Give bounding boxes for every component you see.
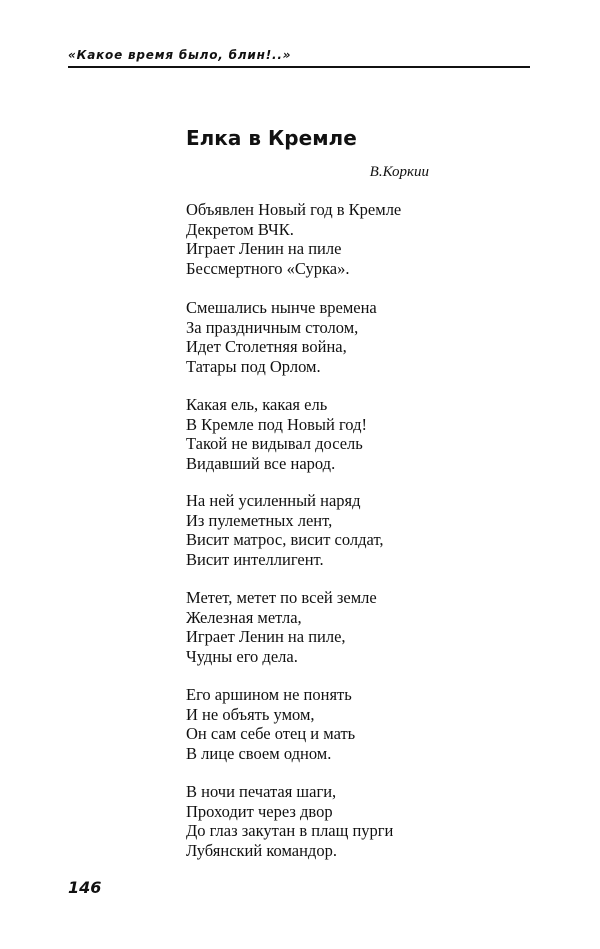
stanza-7 [186,782,393,861]
poem-line: Проходит через двор [186,801,333,821]
poem-line: Татары под Орлом. [186,357,321,377]
poem-line: Чудны его дела. [186,647,298,667]
poem-author: В.Коркии [369,164,429,180]
poem-line: Видавший все народ. [186,454,336,474]
poem-line: Метет, метет по всей земле [186,588,377,607]
poem-title: Елка в Кремле [186,126,357,150]
poem-line: Он сам себе отец и мать [186,724,356,744]
page-number: 146 [68,878,102,897]
poem-line: В Кремле под Новый год! [186,414,367,434]
stanza-2 [186,298,377,377]
poem-line: Лубянский командор. [186,841,337,861]
poem-line: Декретом ВЧК. [186,219,294,239]
poem-line: Играет Ленин на пиле, [186,627,346,647]
poem-line: До глаз закутан в плащ пурги [186,821,394,841]
poem-line: Играет Ленин на пиле [186,239,342,259]
poem-line: Его аршином не понять [186,685,352,704]
stanza-6 [186,685,355,764]
poem-line: Такой не видывал досель [186,434,363,454]
poem-line: Бессмертного «Сурка». [186,259,350,279]
poem-line: Из пулеметных лент, [186,510,333,530]
stanza-1 [186,200,401,279]
poem-line: На ней усиленный наряд [186,491,361,510]
poem-line: За праздничным столом, [186,317,359,337]
stanza-3 [186,395,367,474]
poem-line: В ночи печатая шаги, [186,782,337,801]
poem-line: В лице своем одном. [186,744,332,764]
poem-line: Какая ель, какая ель [186,395,328,414]
poem-line: Железная метла, [186,607,302,627]
running-header: «Какое время было, блин!..» [68,48,292,62]
stanza-5 [186,588,377,667]
header-rule [68,66,530,68]
poem-line: Висит интеллигент. [186,550,324,570]
stanza-4 [186,491,384,570]
poem-line: Смешались нынче времена [186,298,377,317]
poem-line: Объявлен Новый год в Кремле [186,200,402,219]
poem-line: И не объять умом, [186,704,315,724]
poem-line: Висит матрос, висит солдат, [186,530,384,550]
poem-line: Идет Столетняя война, [186,337,347,357]
